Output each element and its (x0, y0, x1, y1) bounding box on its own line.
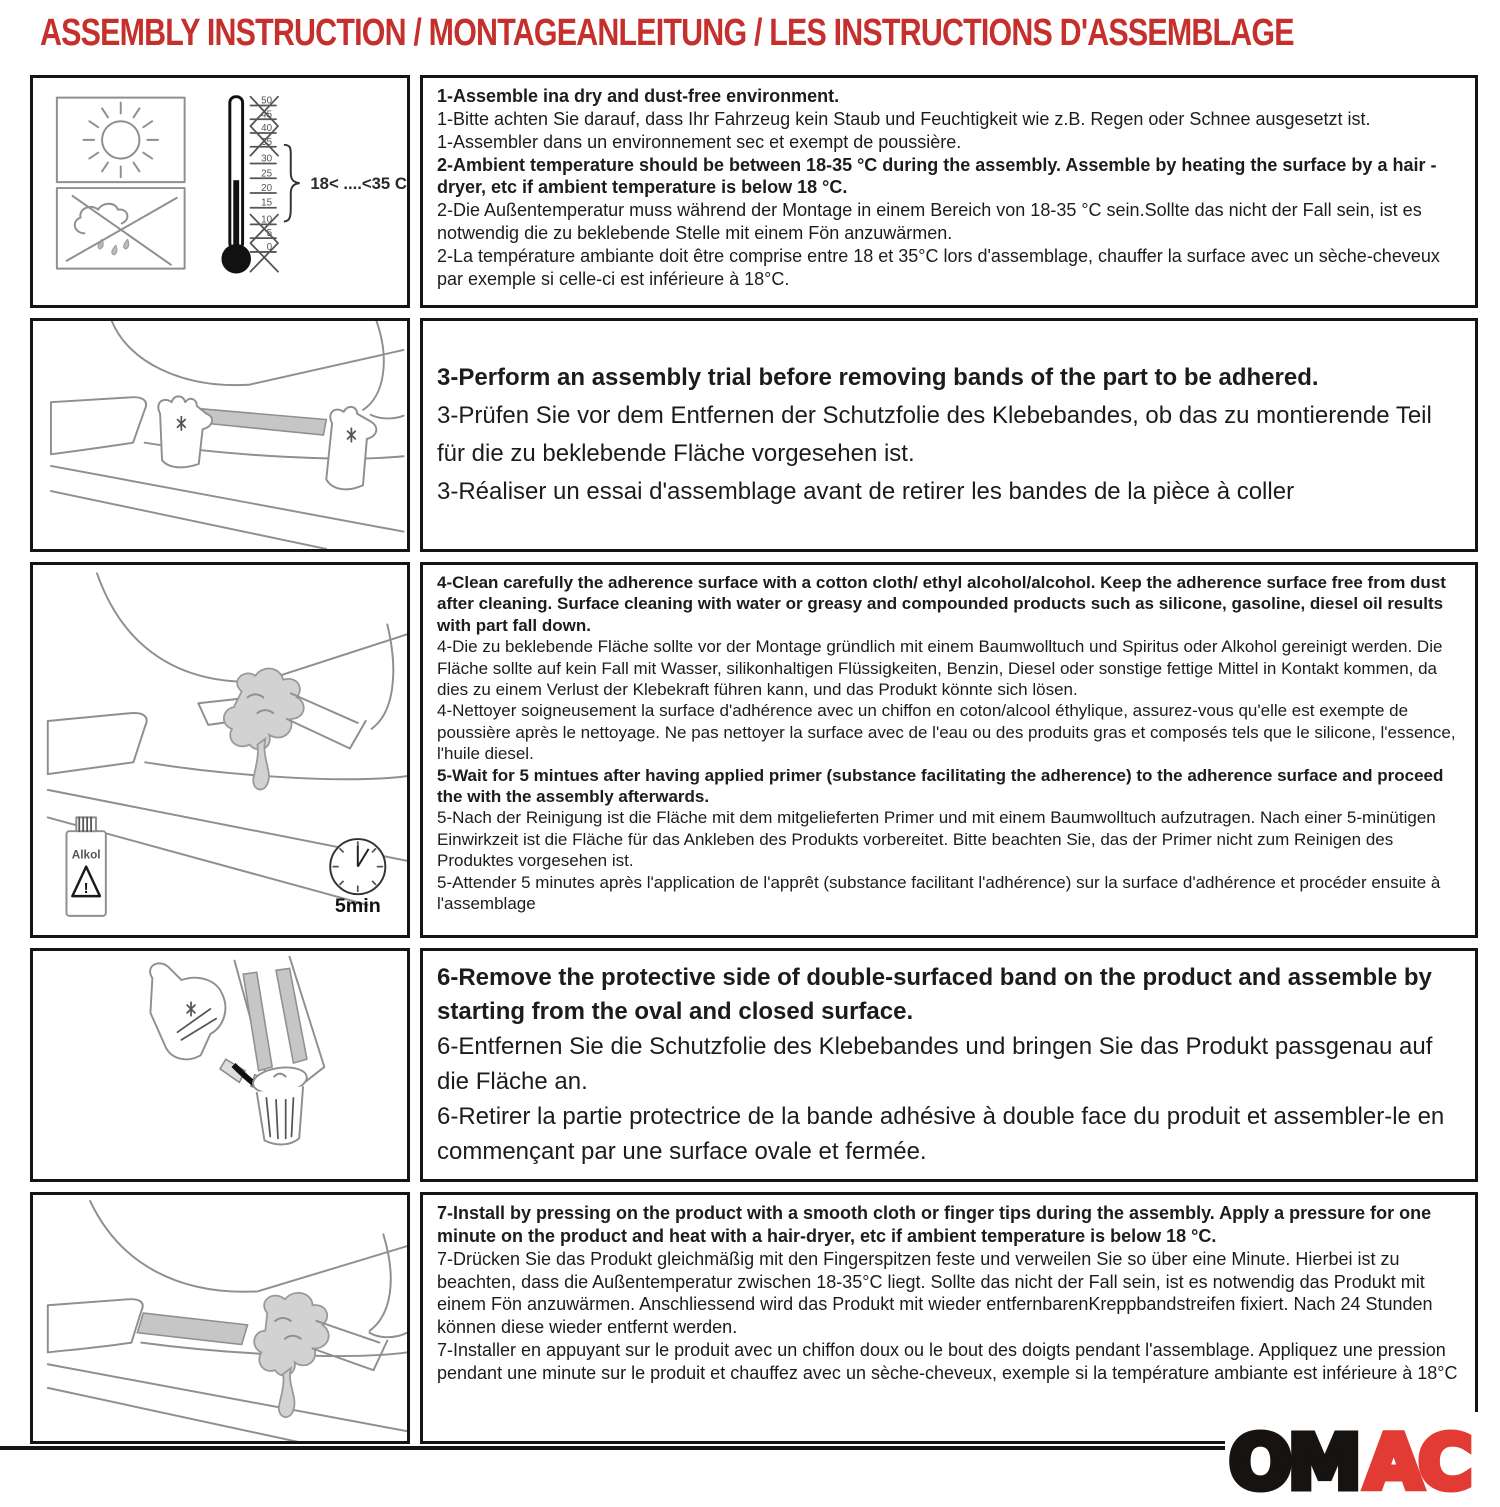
instructions-steps-4-5 (420, 562, 1478, 938)
peel-band-drawing (33, 951, 407, 1179)
step-row-3 (30, 562, 1478, 938)
omac-logo-graphic (1225, 1412, 1500, 1507)
instruction-line: 7-Installer en appuyant sur le produit avec un chiffon doux ou le bout des doigts pendant l'assemblage. Appliquez une pression pendant une minute sur le produit et chauffez avec un sèche-cheveux, exemple si la température ambiante est inférieure à 18°C (437, 1340, 1458, 1384)
step-row-2 (30, 318, 1478, 552)
thermo-tick-label: 10 (261, 214, 273, 226)
sun-icon (57, 98, 185, 183)
instruction-line: 5-Nach der Reinigung ist die Fläche mit dem mitgelieferten Primer und mit einem Baumwolltuch aufzutragen. Nach einer 5-minütigen Einwirkzeit ist die Fläche für das Ankleben des Produkts vorbereitet. Bitte beachten Sie, das der Primer nicht zum Reinigen des Produktes vorgesehen ist. (437, 808, 1436, 871)
illustration-cleaning (30, 562, 410, 938)
left-hand-icon (158, 396, 212, 467)
temperature-range-label: 18< ....<35 C (310, 174, 407, 194)
instruction-line: 7-Drücken Sie das Produkt gleichmäßig mit den Fingerspitzen feste und verweilen Sie so über eine Minute. Hierbei ist zu beachten, dass die Außentemperatur zwischen 18-35°C liegt. Sollte das nicht der Fall sein, ist es notwendig das Produkt mit einem Fön anzuwärmen. Anschliessend wird das Produkt mit wieder entfernbarenKreppbandstreifen fixiert. Nach 24 Stunden können diese wieder entfernt werden. (437, 1248, 1433, 1338)
door-sill-trim-strip (137, 1313, 247, 1344)
trial-fit-drawing (33, 321, 407, 549)
step-row-1 (30, 75, 1478, 308)
thermo-tick-label: 5 (266, 228, 273, 240)
instruction-line: 4-Clean carefully the adherence surface with a cotton cloth/ ethyl alcohol/alcohol. Keep the adherence surface free from dust after cleaning. Surface cleaning with water or greasy and compounded products such as silicone, gasoline, diesel oil results with part fall down. (437, 573, 1446, 635)
cleaning-drawing (33, 565, 407, 935)
omac-logo (1225, 1412, 1500, 1507)
thermo-tick-label: 0 (266, 241, 273, 253)
thermo-tick-label: 25 (261, 168, 273, 180)
step-row-5 (30, 1192, 1478, 1444)
instruction-line: 1-Bitte achten Sie darauf, dass Ihr Fahrzeug kein Staub und Feuchtigkeit wie z.B. Regen oder Schnee ausgesetzt ist. (437, 108, 1371, 129)
instructions-step-3 (420, 318, 1478, 552)
clock-duration-label: 5min (334, 894, 381, 917)
thermo-tick-label: 45 (261, 109, 273, 121)
thermo-tick-label: 40 (261, 123, 273, 135)
right-hand-icon (326, 407, 376, 489)
page-title: ASSEMBLY INSTRUCTION / MONTAGEANLEITUNG / LES INSTRUCTIONS D'ASSEMBLAGE (40, 12, 1294, 54)
instruction-line: 3-Perform an assembly trial before removing bands of the part to be adhered. (437, 364, 1319, 392)
hand-with-cloth-icon (224, 669, 366, 790)
illustration-trial-fit (30, 318, 410, 552)
thermo-tick-label: 20 (261, 183, 273, 195)
instruction-line: 6-Retirer la partie protectrice de la bande adhésive à double face du produit et assembler-le en commençant par une surface ovale et fermée. (437, 1102, 1445, 1165)
instruction-line: 2-La température ambiante doit être comprise entre 18 et 35°C lors d'assemblage, chauffer la surface avec un sèche-cheveux par exemple si celle-ci est inférieure à 18°C. (437, 246, 1440, 289)
thermo-tick-label: 30 (261, 153, 273, 165)
instruction-line: 1-Assembler dans un environnement sec et exempt de poussière. (437, 131, 962, 152)
logo-text-black: OM (1229, 1420, 1358, 1506)
adhesive-band-strip (276, 968, 307, 1063)
instruction-line: 3-Réaliser un essai d'assemblage avant de retirer les bandes de la pièce à coller (437, 477, 1295, 505)
car-door-sill-sketch (48, 1201, 407, 1441)
footer-rule (0, 1446, 1225, 1450)
alcohol-bottle-icon (66, 817, 105, 915)
instructions-step-7 (420, 1192, 1478, 1444)
thermo-tick-label: 35 (261, 136, 273, 148)
instruction-line: 4-Nettoyer soigneusement la surface d'adhérence avec un chiffon en coton/alcool éthylique, assurez-vous qu'elle est exempte de poussière après le nettoyage. Ne pas nettoyer la surface avec de l'eau ou des produits gras et composés tels que le silicone, l'essence, l'huile diesel. (437, 701, 1456, 764)
illustration-press (30, 1192, 410, 1444)
hand-peeling-icon (150, 963, 225, 1059)
instruction-line: 1-Assemble ina dry and dust-free environment. (437, 86, 840, 106)
thermo-tick-label: 15 (261, 197, 273, 209)
climate-drawing (33, 78, 407, 305)
illustration-climate (30, 75, 410, 308)
instruction-line: 5-Wait for 5 mintues after having applied primer (substance facilitating the adherence) to the adherence surface and proceed the with the assembly afterwards. (437, 765, 1444, 807)
clock-icon (330, 839, 385, 917)
instruction-line: 6-Entfernen Sie die Schutzfolie des Klebebandes und bringen Sie das Produkt passgenau auf die Fläche an. (437, 1033, 1433, 1095)
instruction-line: 7-Install by pressing on the product with a smooth cloth or finger tips during the assembly. Apply a pressure for one minute on the product and heat with a hair-dryer, etc if ambient temperature is below 18 °C. (437, 1203, 1432, 1246)
instruction-line: 6-Remove the protective side of double-surfaced band on the product and assemble by starting from the oval and closed surface. (437, 963, 1432, 1026)
bottle-label: Alkol (71, 847, 101, 862)
warning-mark: ! (83, 881, 89, 898)
instruction-line: 2-Ambient temperature should be between 18-35 °C during the assembly. Assemble by heating the surface by a hair -dryer, etc if ambient temperature is below 18 °C. (437, 154, 1437, 198)
instruction-line: 3-Prüfen Sie vor dem Entfernen der Schutzfolie des Klebebandes, ob das zu montierende Teil für die zu beklebende Fläche vorgesehen ist. (437, 402, 1432, 467)
instruction-line: 2-Die Außentemperatur muss während der Montage in einem Bereich von 18-35 °C sein.Sollte das nicht der Fall sein, ist es notwendig die zu beklebende Stelle mit einem Fön anzuwärmen. (437, 200, 1422, 244)
illustration-peel-band (30, 948, 410, 1182)
logo-text-red: AC (1365, 1420, 1469, 1506)
range-brace (284, 145, 300, 222)
trash-can-icon (251, 1064, 308, 1144)
thermo-tick-label: 50 (261, 95, 273, 107)
press-install-drawing (33, 1195, 407, 1441)
adhesive-band-strip (243, 972, 272, 1071)
step-row-4 (30, 948, 1478, 1182)
no-rain-icon (57, 188, 185, 269)
instructions-steps-1-2 (420, 75, 1478, 308)
instructions-step-6 (420, 948, 1478, 1182)
thermometer-icon (221, 96, 406, 274)
instruction-line: 4-Die zu beklebende Fläche sollte vor der Montage gründlich mit einem Baumwolltuch und Spiritus oder Alkohol gereinigt werden. Die Fläche sollte auf kein Fall mit Wasser, silikonhaltigen Flüssigkeiten, Benzin, Diesel oder sonstige fettige Mittel in Kontakt kommen, da dies zu einem Verlust der Klebekraft führen kann, und das Produkt könnte sich lösen. (437, 637, 1443, 700)
instruction-line: 5-Attender 5 minutes après l'application de l'apprêt (substance facilitant l'adhérence) sur la surface d'adhérence et procéder ensuite à l'assemblage (437, 872, 1441, 914)
